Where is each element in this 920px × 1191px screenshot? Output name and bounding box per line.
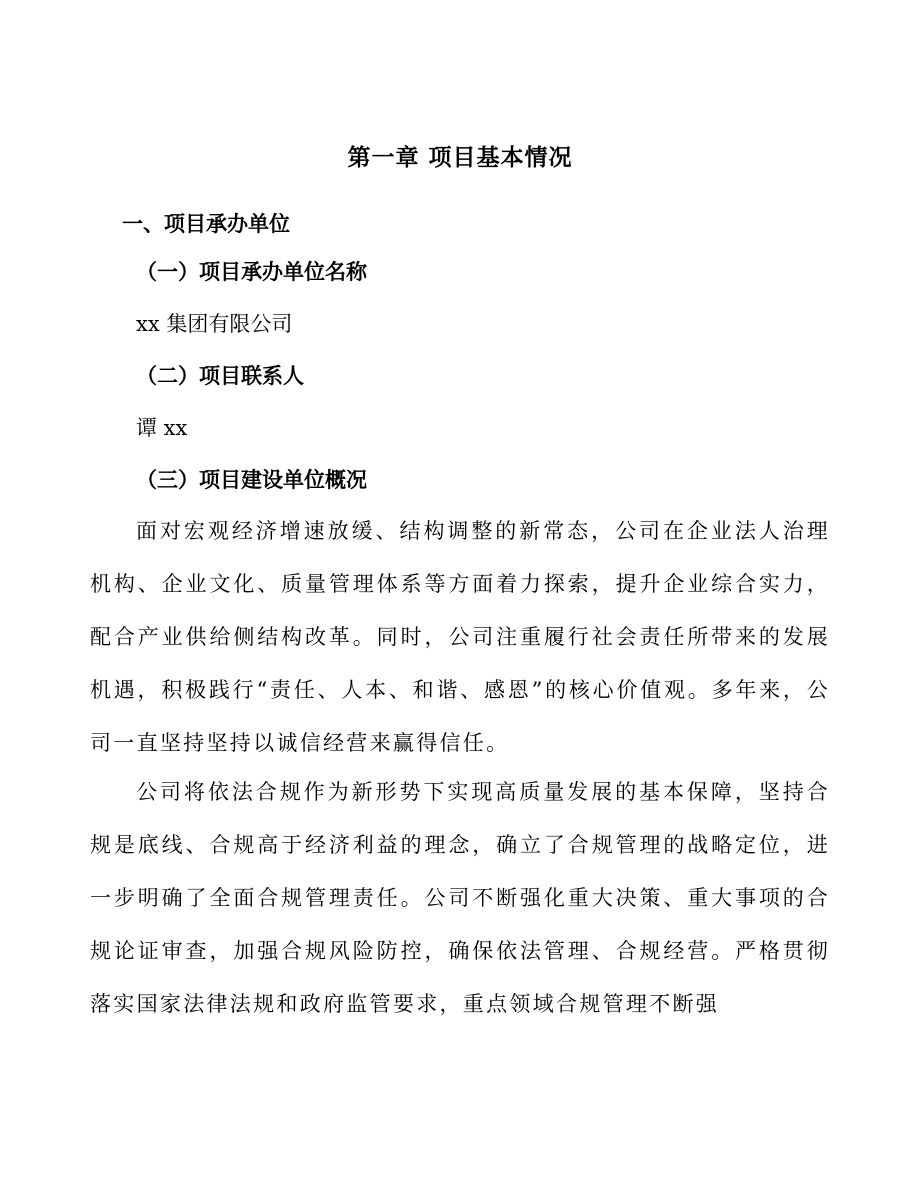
chapter-title: 第一章 项目基本情况: [347, 144, 573, 171]
subsection-heading-sponsor-name: （一）项目承办单位名称: [136, 259, 367, 284]
overview-paragraph: 公司将依法合规作为新形势下实现高质量发展的基本保障，坚持合规是底线、合规高于经济利益的理念，确立了合规管理的战略定位，进一步明确了全面合规管理责任。公司不断强化重大决策、重大事项的合规论证审查，加强合规风险防控，确保依法管理、合规经营。严格贯彻落实国家法律法规和政府监管要求，重点领域合规管理不断强: [90, 780, 830, 1016]
section-heading-sponsor: 一、项目承办单位: [122, 211, 290, 236]
subsection-heading-overview: （三）项目建设单位概况: [136, 467, 367, 492]
overview-paragraph: 面对宏观经济增速放缓、结构调整的新常态，公司在企业法人治理机构、企业文化、质量管理体系等方面着力探索，提升企业综合实力，配合产业供给侧结构改革。同时，公司注重履行社会责任所带来的发展机遇，积极践行“责任、人本、和谐、感恩”的核心价值观。多年来，公司一直坚持坚持以诚信经营来赢得信任。: [90, 519, 830, 755]
sponsor-company-name: xx 集团有限公司: [136, 312, 293, 336]
subsection-heading-contact: （二）项目联系人: [136, 363, 304, 388]
contact-person-name: 谭 xx: [136, 416, 188, 440]
